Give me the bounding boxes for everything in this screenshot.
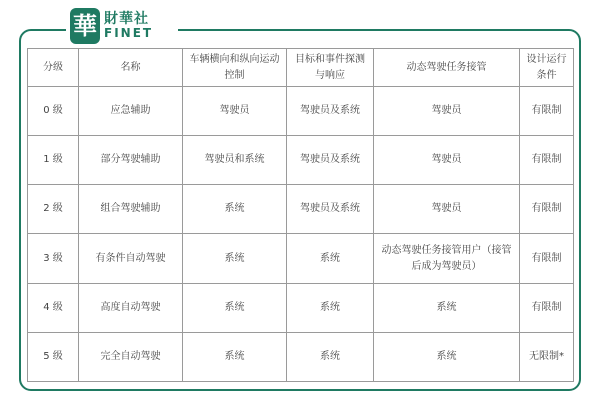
header-cell: 设计运行条件: [520, 49, 574, 87]
table-cell: 有限制: [520, 234, 574, 283]
table-row: [28, 136, 574, 185]
table-cell: 完全自动驾驶: [79, 332, 183, 381]
table-cell: 组合驾驶辅助: [79, 185, 183, 234]
table-cell: 系统: [287, 332, 374, 381]
table-cell: 无限制*: [520, 332, 574, 381]
table-cell: 系统: [183, 234, 287, 283]
table-cell: 1 级: [28, 136, 79, 185]
table-cell: 应急辅助: [79, 87, 183, 136]
table-cell: 驾驶员和系统: [183, 136, 287, 185]
header-cell: 名称: [79, 49, 183, 87]
table-cell: 有限制: [520, 87, 574, 136]
table-cell: 系统: [287, 234, 374, 283]
table-cell: 系统: [287, 283, 374, 332]
table-header-row: [28, 49, 574, 87]
table-cell: 2 级: [28, 185, 79, 234]
table-cell: 有条件自动驾驶: [79, 234, 183, 283]
table-cell: 部分驾驶辅助: [79, 136, 183, 185]
table-cell: 3 级: [28, 234, 79, 283]
table-row: [28, 283, 574, 332]
header-cell: 动态驾驶任务接管: [374, 49, 520, 87]
table-cell: 驾驶员及系统: [287, 136, 374, 185]
table-cell: 驾驶员: [183, 87, 287, 136]
table-cell: 动态驾驶任务接管用户（接管后成为驾驶员）: [374, 234, 520, 283]
table-cell: 驾驶员: [374, 136, 520, 185]
automation-levels-table: [27, 48, 574, 382]
table-cell: 系统: [183, 185, 287, 234]
table-cell: 4 级: [28, 283, 79, 332]
table-cell: 0 级: [28, 87, 79, 136]
table-row: [28, 87, 574, 136]
table-cell: 驾驶员及系统: [287, 185, 374, 234]
table-cell: 驾驶员及系统: [287, 87, 374, 136]
table-row: [28, 332, 574, 381]
logo-text: [104, 12, 153, 39]
table-cell: 高度自动驾驶: [79, 283, 183, 332]
table-cell: 系统: [374, 332, 520, 381]
logo-cn-name: 財華社: [104, 11, 149, 28]
finet-logo: [66, 6, 178, 46]
table-cell: 系统: [374, 283, 520, 332]
table-cell: 驾驶员: [374, 87, 520, 136]
table-row: [28, 234, 574, 283]
table-cell: 有限制: [520, 283, 574, 332]
table-cell: 系统: [183, 332, 287, 381]
header-cell: 目标和事件探测与响应: [287, 49, 374, 87]
header-cell: 车辆横向和纵向运动控制: [183, 49, 287, 87]
table-cell: 系统: [183, 283, 287, 332]
table-cell: 驾驶员: [374, 185, 520, 234]
table-row: [28, 185, 574, 234]
table-cell: 有限制: [520, 185, 574, 234]
table-cell: 有限制: [520, 136, 574, 185]
logo-mark-icon: 華: [70, 8, 100, 44]
table-cell: 5 级: [28, 332, 79, 381]
header-cell: 分级: [28, 49, 79, 87]
logo-en-name: FINET: [104, 26, 154, 41]
